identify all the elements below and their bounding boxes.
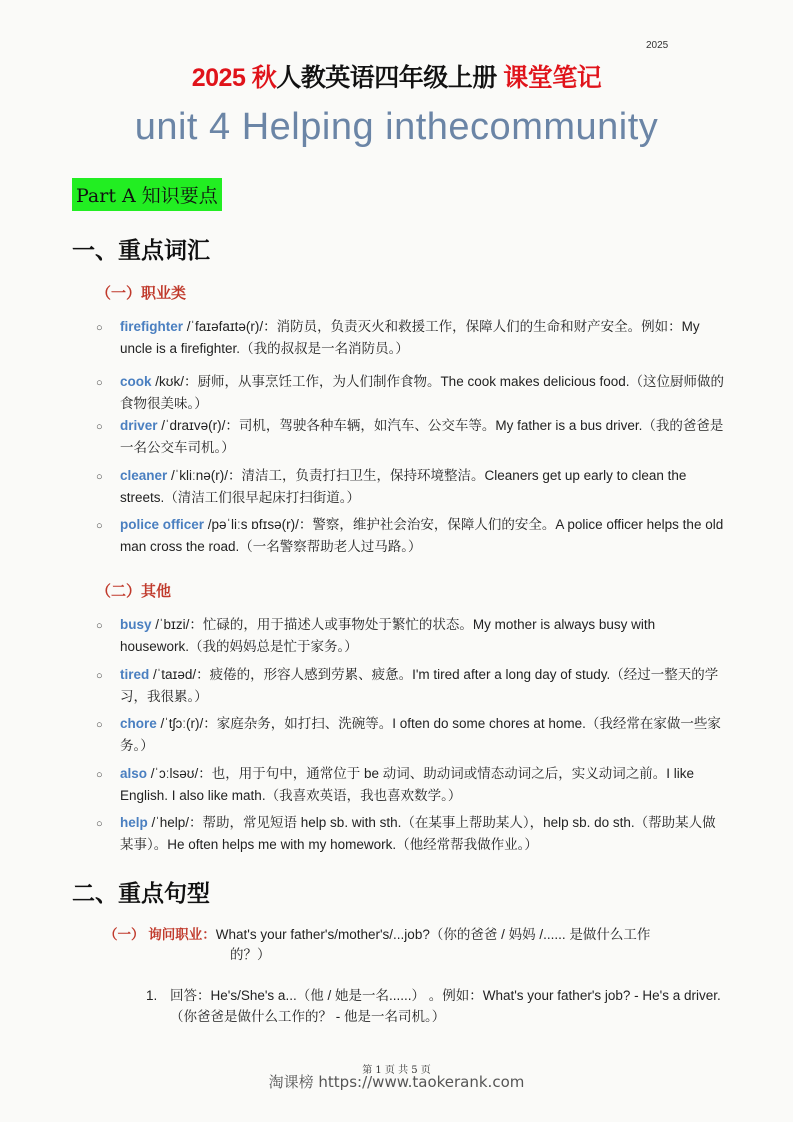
- bullet-icon: ○: [96, 471, 103, 483]
- vocab-item: [96, 614, 726, 658]
- vocab-word: tired: [120, 667, 150, 682]
- answer-number: 1.: [146, 988, 158, 1003]
- answer-text: 回答：He's/She's a...（他 / 她是一名......） 。例如：What's your father's job? - He's a driver.（你爸爸是做什么工作的？ - 他是一名司机。）: [170, 988, 721, 1024]
- vocab-definition: /ˈtʃɔː(r)/：家庭杂务，如打扫、洗碗等。I often do some chores at home.（我经常在家做一些家务。）: [120, 716, 721, 753]
- pattern-label: （一） 询问职业：: [104, 927, 216, 942]
- vocab-word: firefighter: [120, 319, 184, 334]
- vocab-definition: /ˈdraɪvə(r)/：司机，驾驶各种车辆，如汽车、公交车等。My father is a bus driver.（我的爸爸是一名公交车司机。）: [120, 418, 724, 455]
- vocab-definition: /kʊk/：厨师，从事烹饪工作，为人们制作食物。The cook makes delicious food.（这位厨师做的食物很美味。）: [120, 374, 725, 411]
- vocab-item: [96, 664, 726, 708]
- group-others-heading: （二）其他: [96, 583, 172, 600]
- year-corner-label: 2025: [646, 40, 669, 51]
- bullet-icon: ○: [96, 620, 103, 632]
- vocab-definition: /ˈfaɪəfaɪtə(r)/：消防员，负责灭火和救援工作，保障人们的生命和财产安全。例如：My uncle is a firefighter.（我的叔叔是一名消防员。）: [120, 319, 700, 356]
- bullet-icon: ○: [96, 670, 103, 682]
- bullet-icon: ○: [96, 818, 103, 830]
- bullet-icon: ○: [96, 377, 103, 389]
- section-sentences-heading: 二、重点句型: [72, 880, 210, 907]
- vocab-item: [96, 465, 726, 509]
- vocab-word: help: [120, 815, 148, 830]
- vocab-definition: /pəˈliːs ɒfɪsə(r)/：警察，维护社会治安，保障人们的安全。A police officer helps the old man cross the road.（一名警察帮助老人过马路。）: [120, 517, 724, 554]
- main-title: [0, 58, 793, 94]
- vocab-word: also: [120, 766, 148, 781]
- vocab-item: [96, 763, 726, 807]
- title-year-part: 2025 秋: [191, 64, 277, 92]
- footer-website-link[interactable]: 淘课榜 https://www.taokerank.com: [268, 1073, 525, 1091]
- sentence-pattern-ask-job: [104, 925, 724, 965]
- vocab-definition: /ˈhelp/：帮助，常见短语 help sb. with sth.（在某事上帮助某人），help sb. do sth.（帮助某人做某事）。He often helps me with my homework.（他经常帮我做作业。）: [120, 815, 716, 852]
- vocab-definition: /ˈkliːnə(r)/：清洁工，负责打扫卫生，保持环境整洁。Cleaners get up early to clean the streets.（清洁工们很早起床打扫街道。）: [120, 468, 687, 505]
- bullet-icon: ○: [96, 719, 103, 731]
- vocab-word: chore: [120, 716, 157, 731]
- group-occupations-heading: （一）职业类: [96, 285, 187, 302]
- section-vocabulary-heading: 一、重点词汇: [72, 237, 210, 264]
- vocab-item: [96, 713, 726, 757]
- part-a-badge: Part A 知识要点: [72, 178, 222, 211]
- title-notes-part: 课堂笔记: [503, 64, 602, 92]
- vocab-word: busy: [120, 617, 152, 632]
- vocab-item: [96, 371, 726, 415]
- vocab-word: police officer: [120, 517, 205, 532]
- pattern-text: What's your father's/mother's/...job?（你的爸爸 / 妈妈 /...... 是做什么工作: [215, 927, 651, 942]
- vocab-item: [96, 415, 726, 459]
- vocab-item: [96, 514, 726, 558]
- title-course-part: 人教英语四年级上册: [276, 64, 504, 92]
- page-number: 第 1 页 共 5 页: [362, 1065, 431, 1076]
- unit-title: unit 4 Helping inthecommunity: [134, 106, 659, 148]
- bullet-icon: ○: [96, 520, 103, 532]
- vocab-definition: /ˈbɪzi/：忙碌的，用于描述人或事物处于繁忙的状态。My mother is always busy with housework.（我的妈妈总是忙于家务。）: [120, 617, 656, 654]
- vocab-item: [96, 812, 726, 856]
- vocab-word: cleaner: [120, 468, 168, 483]
- vocab-item: [96, 316, 726, 360]
- pattern-text-continued: 的？）: [230, 947, 271, 962]
- vocab-definition: /ˈɔːlsəʊ/：也，用于句中，通常位于 be 动词、助动词或情态动词之后，实义动词之前。I like English. I also like math.（我喜欢英语，我也喜欢数学。）: [120, 766, 694, 803]
- answer-item: [146, 985, 726, 1027]
- bullet-icon: ○: [96, 769, 103, 781]
- vocab-word: cook: [120, 374, 152, 389]
- vocab-word: driver: [120, 418, 158, 433]
- bullet-icon: ○: [96, 421, 103, 433]
- vocab-definition: /ˈtaɪəd/：疲倦的，形容人感到劳累、疲惫。I'm tired after a long day of study.（经过一整天的学习，我很累。）: [120, 667, 719, 704]
- bullet-icon: ○: [96, 322, 103, 334]
